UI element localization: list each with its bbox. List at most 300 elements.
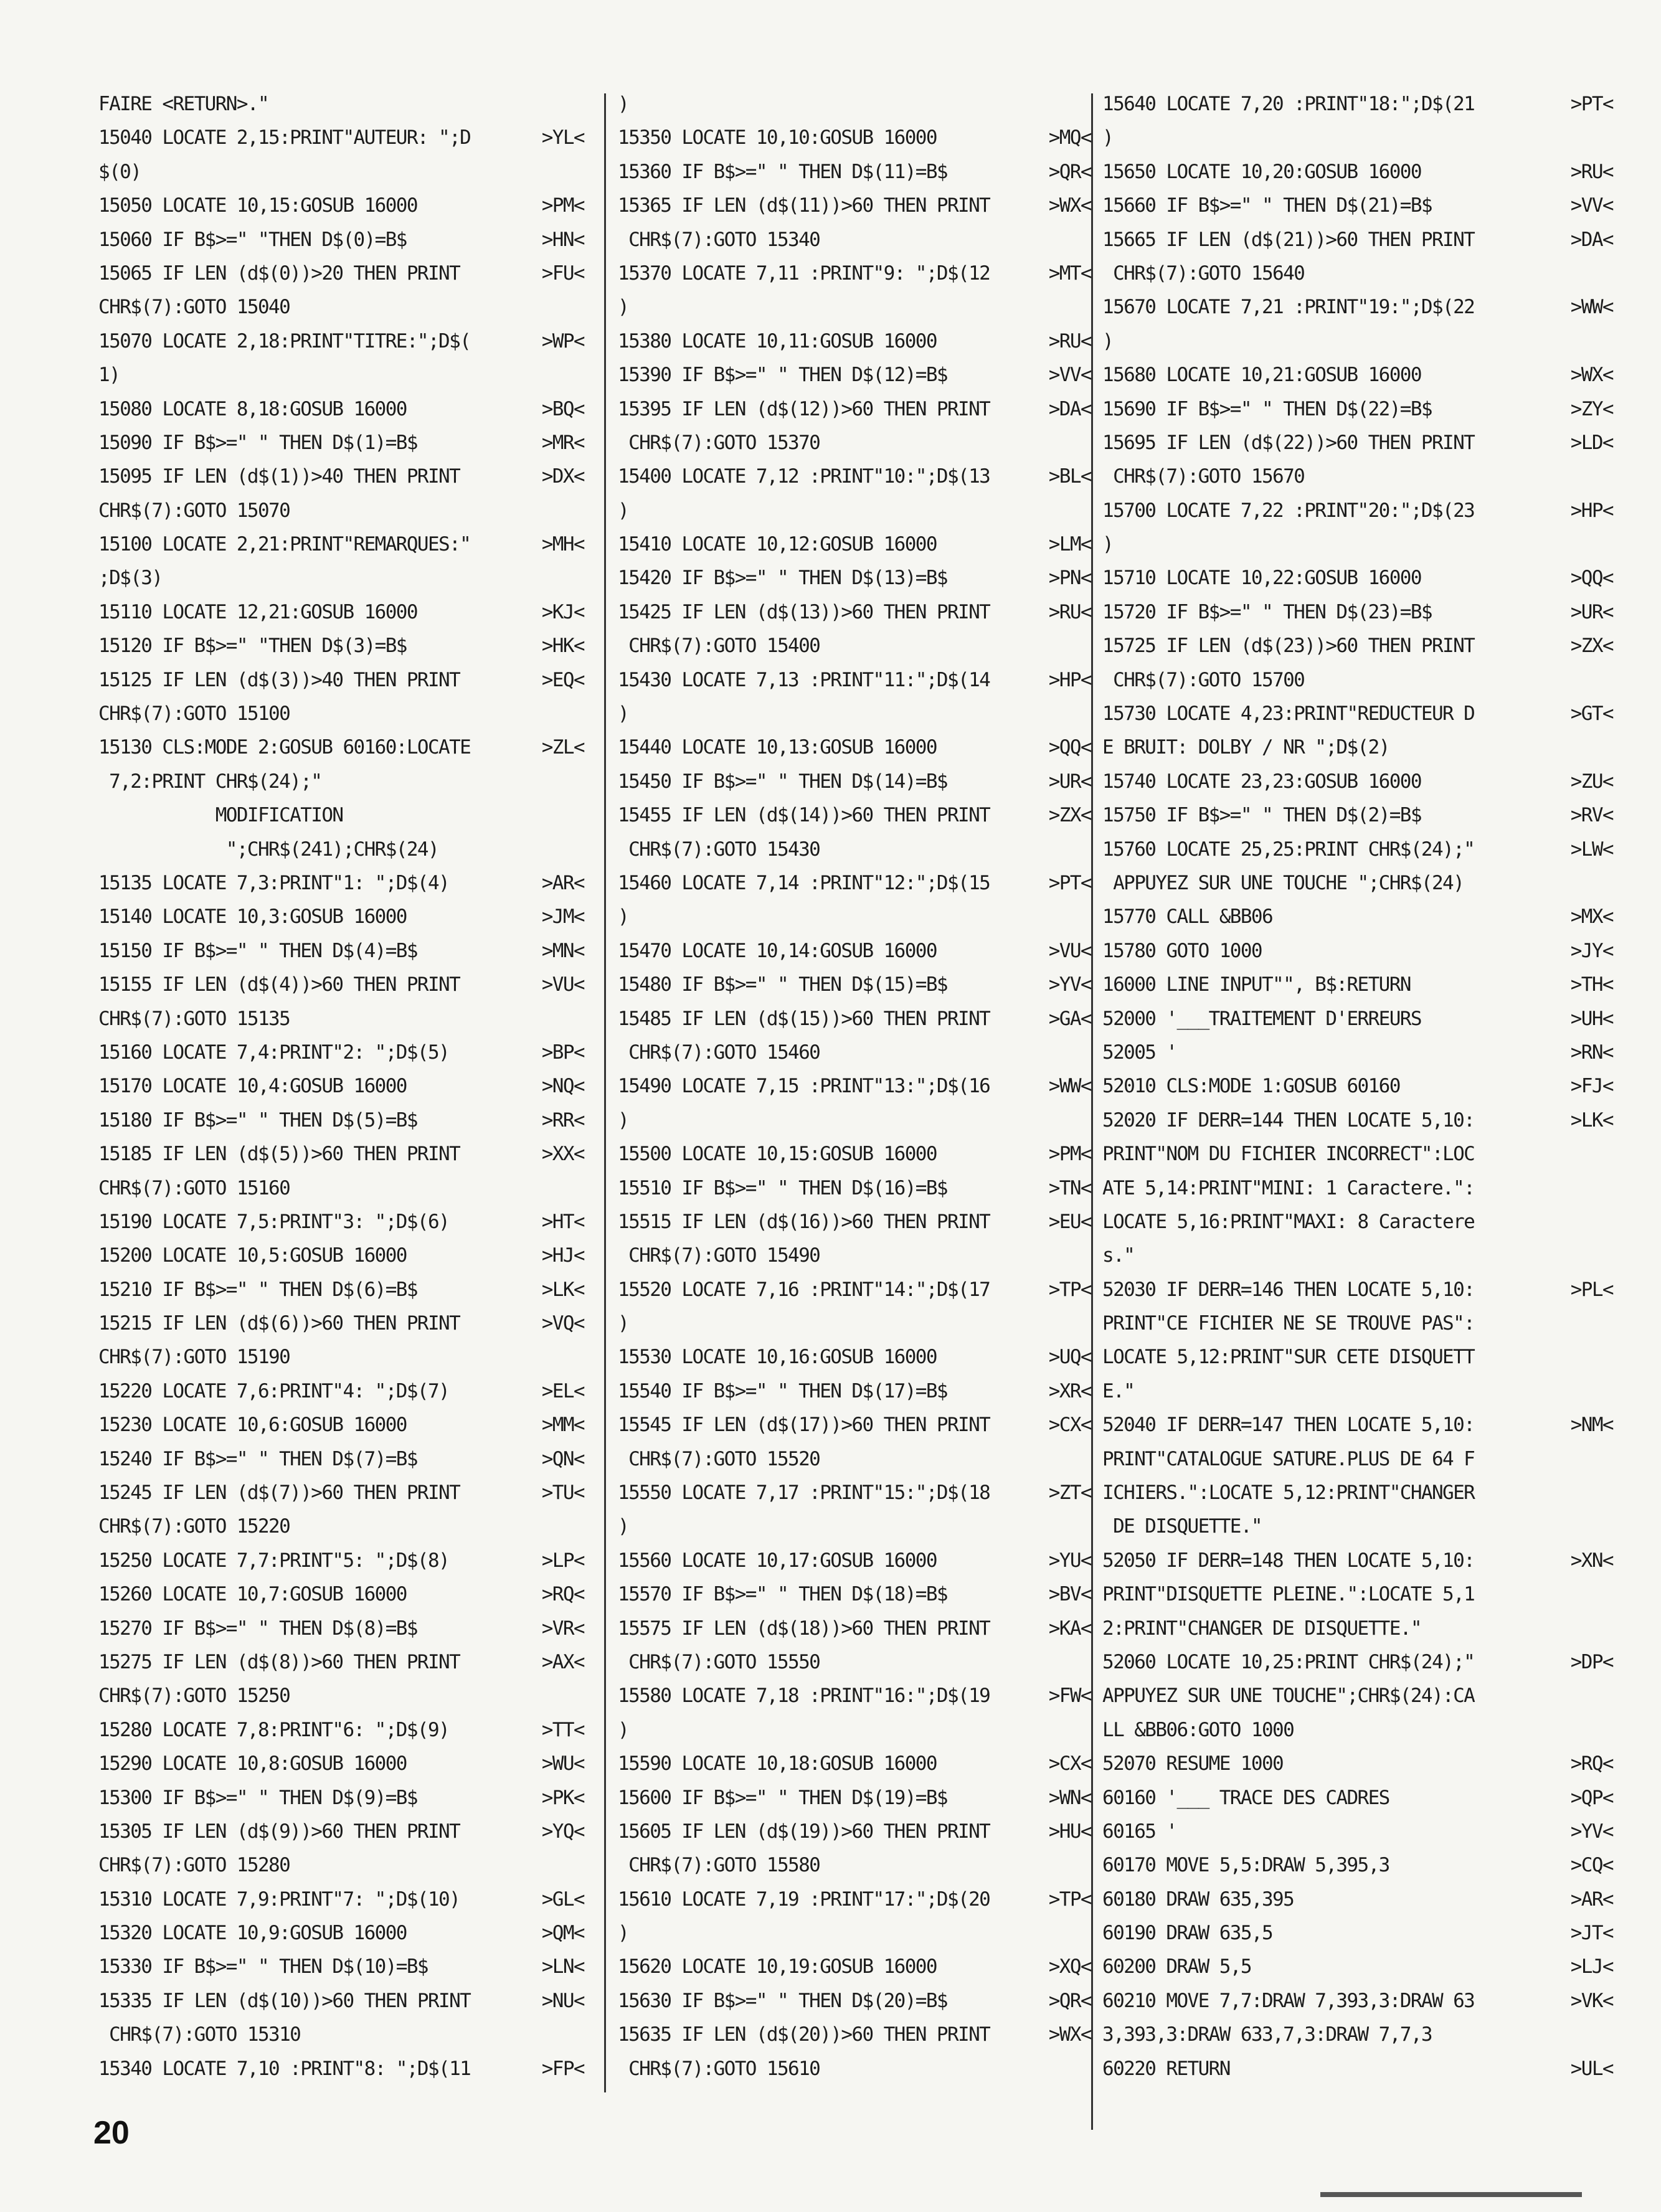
code-line — [98, 1036, 584, 1069]
code-text: 15065 IF LEN (d$(0))>20 THEN PRINT — [98, 262, 460, 285]
code-text: 15305 IF LEN (d$(9))>60 THEN PRINT — [98, 1820, 460, 1843]
code-text: ) — [618, 1108, 629, 1132]
code-line — [1102, 1916, 1613, 1950]
code-line — [1102, 494, 1613, 527]
code-line — [98, 426, 584, 460]
code-line — [98, 189, 584, 222]
code-text: 15120 IF B$>=" "THEN D$(3)=B$ — [98, 635, 407, 658]
checksum: >BQ< — [541, 397, 584, 420]
checksum: >DA< — [1048, 397, 1091, 420]
code-text: PRINT"CE FICHIER NE SE TROUVE PAS": — [1102, 1312, 1475, 1335]
checksum: >ZL< — [541, 736, 584, 759]
code-text: 15550 LOCATE 7,17 :PRINT"15:";D$(18 — [618, 1482, 990, 1505]
code-text: CHR$(7):GOTO 15280 — [98, 1854, 290, 1877]
code-line — [1102, 1036, 1613, 1069]
checksum: >RN< — [1570, 1041, 1613, 1064]
checksum: >PT< — [1048, 871, 1091, 894]
code-line — [1102, 1002, 1613, 1036]
code-line — [618, 1273, 1091, 1307]
code-line — [618, 1205, 1091, 1239]
checksum: >HP< — [1048, 668, 1091, 691]
page-number: 20 — [93, 2115, 130, 2151]
code-text: PRINT"CATALOGUE SATURE.PLUS DE 64 F — [1102, 1447, 1475, 1470]
code-text: CHR$(7):GOTO 15190 — [98, 1346, 290, 1369]
checksum: >FJ< — [1570, 1075, 1613, 1098]
checksum: >GA< — [1048, 1007, 1091, 1030]
code-line — [1102, 595, 1613, 629]
code-line — [98, 561, 584, 595]
code-text: ) — [1102, 126, 1114, 149]
code-line — [618, 1137, 1091, 1171]
checksum: >WW< — [1048, 1075, 1091, 1098]
code-line — [1102, 290, 1613, 324]
code-line — [1102, 561, 1613, 595]
code-line — [1102, 460, 1613, 493]
code-line — [618, 833, 1091, 866]
code-line — [98, 1747, 584, 1780]
checksum: >YU< — [1048, 1549, 1091, 1572]
code-text: E BRUIT: DOLBY / NR ";D$(2) — [1102, 736, 1389, 759]
code-text: 60220 RETURN — [1102, 2057, 1230, 2080]
checksum: >TH< — [1570, 973, 1613, 996]
code-line — [98, 1069, 584, 1103]
checksum: >YL< — [541, 126, 584, 149]
code-text: LOCATE 5,12:PRINT"SUR CETE DISQUETT — [1102, 1346, 1475, 1369]
code-line — [618, 1916, 1091, 1950]
checksum: >RQ< — [541, 1583, 584, 1606]
code-text: ) — [618, 1922, 629, 1945]
code-text: 15515 IF LEN (d$(16))>60 THEN PRINT — [618, 1210, 990, 1233]
checksum: >PT< — [1570, 93, 1613, 115]
code-text: 15130 CLS:MODE 2:GOSUB 60160:LOCATE — [98, 736, 471, 759]
code-text: LL &BB06:GOTO 1000 — [1102, 1718, 1294, 1741]
code-text: 15200 LOCATE 10,5:GOSUB 16000 — [98, 1244, 407, 1267]
code-line — [98, 324, 584, 358]
code-line — [618, 1781, 1091, 1815]
code-line — [98, 1645, 584, 1679]
code-line — [1102, 1205, 1613, 1239]
code-line — [618, 1544, 1091, 1577]
code-text: CHR$(7):GOTO 15490 — [618, 1244, 820, 1267]
code-line — [98, 1408, 584, 1442]
code-text: 15365 IF LEN (d$(11))>60 THEN PRINT — [618, 194, 990, 217]
code-line — [1102, 1679, 1613, 1713]
code-text: E." — [1102, 1379, 1135, 1402]
code-line — [1102, 934, 1613, 968]
code-line — [618, 1747, 1091, 1780]
code-text: 52005 ' — [1102, 1041, 1177, 1064]
code-text: 15395 IF LEN (d$(12))>60 THEN PRINT — [618, 397, 990, 420]
checksum: >QM< — [541, 1922, 584, 1945]
checksum: >AR< — [541, 871, 584, 894]
code-line — [1102, 968, 1613, 1001]
code-line — [618, 1984, 1091, 2018]
code-text: CHR$(7):GOTO 15160 — [98, 1176, 290, 1199]
code-text: 15480 IF B$>=" " THEN D$(15)=B$ — [618, 973, 947, 996]
code-text: 15095 IF LEN (d$(1))>40 THEN PRINT — [98, 465, 460, 488]
code-line — [98, 1577, 584, 1611]
checksum: >CX< — [1048, 1752, 1091, 1775]
code-line — [618, 223, 1091, 257]
code-text: CHR$(7):GOTO 15640 — [1102, 262, 1305, 285]
code-text: 15330 IF B$>=" " THEN D$(10)=B$ — [98, 1955, 428, 1978]
checksum: >AR< — [1570, 1888, 1613, 1911]
code-text: 15390 IF B$>=" " THEN D$(12)=B$ — [618, 364, 947, 387]
code-line — [98, 968, 584, 1001]
code-text: 15150 IF B$>=" " THEN D$(4)=B$ — [98, 939, 417, 962]
code-text: CHR$(7):GOTO 15310 — [98, 2023, 301, 2046]
code-line — [1102, 866, 1613, 900]
code-line — [618, 730, 1091, 764]
code-text: 15440 LOCATE 10,13:GOSUB 16000 — [618, 736, 937, 759]
checksum: >VU< — [541, 973, 584, 996]
code-line — [1102, 663, 1613, 697]
code-text: ) — [618, 499, 629, 522]
code-line — [98, 595, 584, 629]
checksum: >ZU< — [1570, 770, 1613, 793]
code-line — [98, 1510, 584, 1543]
code-line — [1102, 2018, 1613, 2051]
checksum: >PK< — [541, 1786, 584, 1809]
code-line — [98, 1307, 584, 1340]
code-text: s." — [1102, 1244, 1135, 1267]
code-text: DE DISQUETTE." — [1102, 1515, 1262, 1538]
code-line — [1102, 1883, 1613, 1916]
code-text: CHR$(7):GOTO 15700 — [1102, 668, 1305, 691]
code-line — [618, 1848, 1091, 1882]
code-text: 15725 IF LEN (d$(23))>60 THEN PRINT — [1102, 635, 1475, 658]
code-text: 15740 LOCATE 23,23:GOSUB 16000 — [1102, 770, 1421, 793]
code-text: ) — [618, 296, 629, 319]
code-line — [618, 290, 1091, 324]
checksum: >RU< — [1048, 600, 1091, 623]
code-text: 15360 IF B$>=" " THEN D$(11)=B$ — [618, 160, 947, 183]
code-line — [1102, 1340, 1613, 1374]
code-text: APPUYEZ SUR UNE TOUCHE ";CHR$(24) — [1102, 871, 1464, 894]
checksum: >ZX< — [1048, 804, 1091, 827]
code-line — [618, 1510, 1091, 1543]
code-line — [98, 1713, 584, 1747]
code-text: 15155 IF LEN (d$(4))>60 THEN PRINT — [98, 973, 460, 996]
code-line — [618, 561, 1091, 595]
code-line — [1102, 1645, 1613, 1679]
code-text: 15460 LOCATE 7,14 :PRINT"12:";D$(15 — [618, 871, 990, 894]
code-text: 52020 IF DERR=144 THEN LOCATE 5,10: — [1102, 1108, 1475, 1132]
code-line — [1102, 426, 1613, 460]
code-text: CHR$(7):GOTO 15135 — [98, 1007, 290, 1030]
code-line — [98, 1137, 584, 1171]
code-line — [618, 1883, 1091, 1916]
checksum: >FW< — [1048, 1685, 1091, 1708]
code-text: 15170 LOCATE 10,4:GOSUB 16000 — [98, 1075, 407, 1098]
code-text: CHR$(7):GOTO 15430 — [618, 838, 820, 861]
code-text: 15300 IF B$>=" " THEN D$(9)=B$ — [98, 1786, 417, 1809]
code-line — [618, 1002, 1091, 1036]
code-line — [1102, 1713, 1613, 1747]
code-text: CHR$(7):GOTO 15520 — [618, 1447, 820, 1470]
checksum: >VU< — [1048, 939, 1091, 962]
checksum: >TU< — [541, 1482, 584, 1505]
code-line — [1102, 1307, 1613, 1340]
checksum: >JT< — [1570, 1922, 1613, 1945]
code-text: 15650 LOCATE 10,20:GOSUB 16000 — [1102, 160, 1421, 183]
code-text: 52040 IF DERR=147 THEN LOCATE 5,10: — [1102, 1414, 1475, 1437]
code-line — [618, 87, 1091, 121]
checksum: >PM< — [1048, 1143, 1091, 1166]
code-line — [1102, 833, 1613, 866]
code-text: 15510 IF B$>=" " THEN D$(16)=B$ — [618, 1176, 947, 1199]
code-line — [1102, 1104, 1613, 1137]
code-text: CHR$(7):GOTO 15100 — [98, 702, 290, 726]
code-line — [98, 1002, 584, 1036]
checksum: >ZY< — [1570, 397, 1613, 420]
code-line — [618, 358, 1091, 392]
checksum: >YV< — [1570, 1820, 1613, 1843]
code-line — [98, 629, 584, 663]
code-text: 15610 LOCATE 7,19 :PRINT"17:";D$(20 — [618, 1888, 990, 1911]
checksum: >ZX< — [1570, 635, 1613, 658]
code-line — [1102, 1476, 1613, 1510]
code-line — [618, 1679, 1091, 1713]
code-line — [618, 121, 1091, 154]
code-line — [618, 1036, 1091, 1069]
code-text: 52000 '___TRAITEMENT D'ERREURS — [1102, 1007, 1421, 1030]
code-line — [98, 87, 584, 121]
checksum: >FU< — [541, 262, 584, 285]
code-line — [618, 494, 1091, 527]
code-line — [1102, 392, 1613, 426]
code-text: 15070 LOCATE 2,18:PRINT"TITRE:";D$( — [98, 329, 471, 352]
checksum: >EU< — [1048, 1210, 1091, 1233]
code-text: 60190 DRAW 635,5 — [1102, 1922, 1273, 1945]
code-line — [98, 1848, 584, 1882]
code-text: PRINT"NOM DU FICHIER INCORRECT":LOC — [1102, 1143, 1475, 1166]
checksum: >KJ< — [541, 600, 584, 623]
checksum: >UR< — [1570, 600, 1613, 623]
code-line — [98, 494, 584, 527]
code-text: CHR$(7):GOTO 15250 — [98, 1685, 290, 1708]
checksum: >VV< — [1048, 364, 1091, 387]
checksum: >BV< — [1048, 1583, 1091, 1606]
code-text: 60170 MOVE 5,5:DRAW 5,395,3 — [1102, 1854, 1389, 1877]
checksum: >LP< — [541, 1549, 584, 1572]
checksum: >UR< — [1048, 770, 1091, 793]
checksum: >VR< — [541, 1617, 584, 1640]
code-text: ) — [618, 1515, 629, 1538]
code-line — [98, 1340, 584, 1374]
checksum: >LM< — [1048, 533, 1091, 556]
code-line — [98, 1273, 584, 1307]
code-line — [98, 1104, 584, 1137]
code-text: ) — [618, 702, 629, 726]
checksum: >TP< — [1048, 1888, 1091, 1911]
checksum: >EL< — [541, 1379, 584, 1402]
listing-column-1 — [98, 87, 584, 2086]
code-text: 15695 IF LEN (d$(22))>60 THEN PRINT — [1102, 431, 1475, 454]
checksum: >QR< — [1048, 1989, 1091, 2012]
checksum: >MQ< — [1048, 126, 1091, 149]
code-text: ) — [1102, 533, 1114, 556]
code-text: 15320 LOCATE 10,9:GOSUB 16000 — [98, 1922, 407, 1945]
code-line — [618, 1815, 1091, 1848]
code-line — [1102, 1848, 1613, 1882]
code-line — [618, 1307, 1091, 1340]
code-line — [98, 121, 584, 154]
checksum: >DA< — [1570, 228, 1613, 251]
code-text: ATE 5,14:PRINT"MINI: 1 Caractere.": — [1102, 1176, 1475, 1199]
code-text: CHR$(7):GOTO 15220 — [98, 1515, 290, 1538]
checksum: >CX< — [1048, 1414, 1091, 1437]
code-text: 15470 LOCATE 10,14:GOSUB 16000 — [618, 939, 937, 962]
code-line — [618, 257, 1091, 290]
checksum: >LD< — [1570, 431, 1613, 454]
code-text: 15190 LOCATE 7,5:PRINT"3: ";D$(6) — [98, 1210, 450, 1233]
checksum: >PN< — [1048, 567, 1091, 590]
code-text: 15575 IF LEN (d$(18))>60 THEN PRINT — [618, 1617, 990, 1640]
checksum: >JY< — [1570, 939, 1613, 962]
code-line — [618, 663, 1091, 697]
code-line — [98, 1171, 584, 1205]
code-line — [1102, 730, 1613, 764]
code-text: 15210 IF B$>=" " THEN D$(6)=B$ — [98, 1278, 417, 1301]
checksum: >DX< — [541, 465, 584, 488]
code-line — [618, 900, 1091, 933]
code-line — [618, 629, 1091, 663]
code-line — [98, 663, 584, 697]
code-text: 15425 IF LEN (d$(13))>60 THEN PRINT — [618, 600, 990, 623]
code-line — [1102, 2052, 1613, 2086]
code-line — [1102, 223, 1613, 257]
code-text: 15540 IF B$>=" " THEN D$(17)=B$ — [618, 1379, 947, 1402]
code-text: CHR$(7):GOTO 15460 — [618, 1041, 820, 1064]
code-line — [1102, 189, 1613, 222]
code-text: 15620 LOCATE 10,19:GOSUB 16000 — [618, 1955, 937, 1978]
checksum: >YQ< — [541, 1820, 584, 1843]
checksum: >CQ< — [1570, 1854, 1613, 1877]
code-text: 15660 IF B$>=" " THEN D$(21)=B$ — [1102, 194, 1432, 217]
code-line — [1102, 1374, 1613, 1408]
code-text: 15760 LOCATE 25,25:PRINT CHR$(24);" — [1102, 838, 1475, 861]
code-line — [98, 730, 584, 764]
checksum: >NM< — [1570, 1414, 1613, 1437]
code-line — [98, 1374, 584, 1408]
checksum: >HK< — [541, 635, 584, 658]
checksum: >VK< — [1570, 1989, 1613, 2012]
code-text: 15430 LOCATE 7,13 :PRINT"11:";D$(14 — [618, 668, 990, 691]
code-text: 15700 LOCATE 7,22 :PRINT"20:";D$(23 — [1102, 499, 1475, 522]
code-text: 3,393,3:DRAW 633,7,3:DRAW 7,7,3 — [1102, 2023, 1432, 2046]
code-line — [1102, 798, 1613, 832]
code-line — [618, 324, 1091, 358]
code-text: 15485 IF LEN (d$(15))>60 THEN PRINT — [618, 1007, 990, 1030]
code-line — [618, 798, 1091, 832]
code-line — [98, 223, 584, 257]
code-line — [98, 934, 584, 968]
checksum: >UH< — [1570, 1007, 1613, 1030]
code-text: CHR$(7):GOTO 15340 — [618, 228, 820, 251]
code-line — [618, 1374, 1091, 1408]
code-text: 15060 IF B$>=" "THEN D$(0)=B$ — [98, 228, 407, 251]
code-line — [1102, 1781, 1613, 1815]
code-text: 7,2:PRINT CHR$(24);" — [98, 770, 322, 793]
code-text: 15530 LOCATE 10,16:GOSUB 16000 — [618, 1346, 937, 1369]
code-text: 60165 ' — [1102, 1820, 1177, 1843]
code-text: 15630 IF B$>=" " THEN D$(20)=B$ — [618, 1989, 947, 2012]
code-line — [618, 1239, 1091, 1272]
code-line — [1102, 765, 1613, 798]
code-text: 15340 LOCATE 7,10 :PRINT"8: ";D$(11 — [98, 2057, 471, 2080]
code-line — [1102, 629, 1613, 663]
checksum: >XQ< — [1048, 1955, 1091, 1978]
code-text: ICHIERS.":LOCATE 5,12:PRINT"CHANGER — [1102, 1482, 1475, 1505]
code-line — [98, 1442, 584, 1476]
code-text: 15040 LOCATE 2,15:PRINT"AUTEUR: ";D — [98, 126, 471, 149]
code-text: 16000 LINE INPUT"", B$:RETURN — [1102, 973, 1411, 996]
checksum: >BP< — [541, 1041, 584, 1064]
code-line — [1102, 358, 1613, 392]
code-text: 15220 LOCATE 7,6:PRINT"4: ";D$(7) — [98, 1379, 450, 1402]
code-text: 15380 LOCATE 10,11:GOSUB 16000 — [618, 329, 937, 352]
code-line — [1102, 155, 1613, 189]
checksum: >EQ< — [541, 668, 584, 691]
code-line — [618, 1340, 1091, 1374]
code-text: CHR$(7):GOTO 15610 — [618, 2057, 820, 2080]
code-line — [98, 1950, 584, 1983]
checksum: >WN< — [1048, 1786, 1091, 1809]
code-line — [1102, 1984, 1613, 2018]
code-line — [618, 968, 1091, 1001]
checksum: >HT< — [541, 1210, 584, 1233]
checksum: >TN< — [1048, 1176, 1091, 1199]
code-line — [98, 1544, 584, 1577]
code-line — [618, 2018, 1091, 2051]
code-line — [98, 1781, 584, 1815]
code-line — [618, 460, 1091, 493]
code-line — [1102, 1510, 1613, 1543]
code-text: 15420 IF B$>=" " THEN D$(13)=B$ — [618, 567, 947, 590]
code-line — [1102, 1577, 1613, 1611]
code-text: 60210 MOVE 7,7:DRAW 7,393,3:DRAW 63 — [1102, 1989, 1475, 2012]
code-text: 15640 LOCATE 7,20 :PRINT"18:";D$(21 — [1102, 93, 1475, 115]
code-text: CHR$(7):GOTO 15400 — [618, 635, 820, 658]
checksum: >PM< — [541, 194, 584, 217]
checksum: >RU< — [1570, 160, 1613, 183]
code-text: 15135 LOCATE 7,3:PRINT"1: ";D$(4) — [98, 871, 450, 894]
code-line — [1102, 121, 1613, 154]
code-line — [1102, 1815, 1613, 1848]
code-text: CHR$(7):GOTO 15070 — [98, 499, 290, 522]
code-text: 15730 LOCATE 4,23:PRINT"REDUCTEUR D — [1102, 702, 1475, 726]
code-text: 15100 LOCATE 2,21:PRINT"REMARQUES:" — [98, 533, 471, 556]
code-line — [618, 1408, 1091, 1442]
checksum: >BL< — [1048, 465, 1091, 488]
code-text: 15545 IF LEN (d$(17))>60 THEN PRINT — [618, 1414, 990, 1437]
code-text: 15250 LOCATE 7,7:PRINT"5: ";D$(8) — [98, 1549, 450, 1572]
code-text: 15370 LOCATE 7,11 :PRINT"9: ";D$(12 — [618, 262, 990, 285]
code-text: LOCATE 5,16:PRINT"MAXI: 8 Caractere — [1102, 1210, 1475, 1233]
code-text: 15680 LOCATE 10,21:GOSUB 16000 — [1102, 364, 1421, 387]
checksum: >UQ< — [1048, 1346, 1091, 1369]
code-text: 15520 LOCATE 7,16 :PRINT"14:";D$(17 — [618, 1278, 990, 1301]
code-text: 15780 GOTO 1000 — [1102, 939, 1262, 962]
checksum: >ZT< — [1048, 1482, 1091, 1505]
code-text: $(0) — [98, 160, 141, 183]
checksum: >RR< — [541, 1108, 584, 1132]
code-text: 15125 IF LEN (d$(3))>40 THEN PRINT — [98, 668, 460, 691]
code-line — [1102, 1442, 1613, 1476]
code-text: ) — [618, 93, 629, 115]
checksum: >TP< — [1048, 1278, 1091, 1301]
